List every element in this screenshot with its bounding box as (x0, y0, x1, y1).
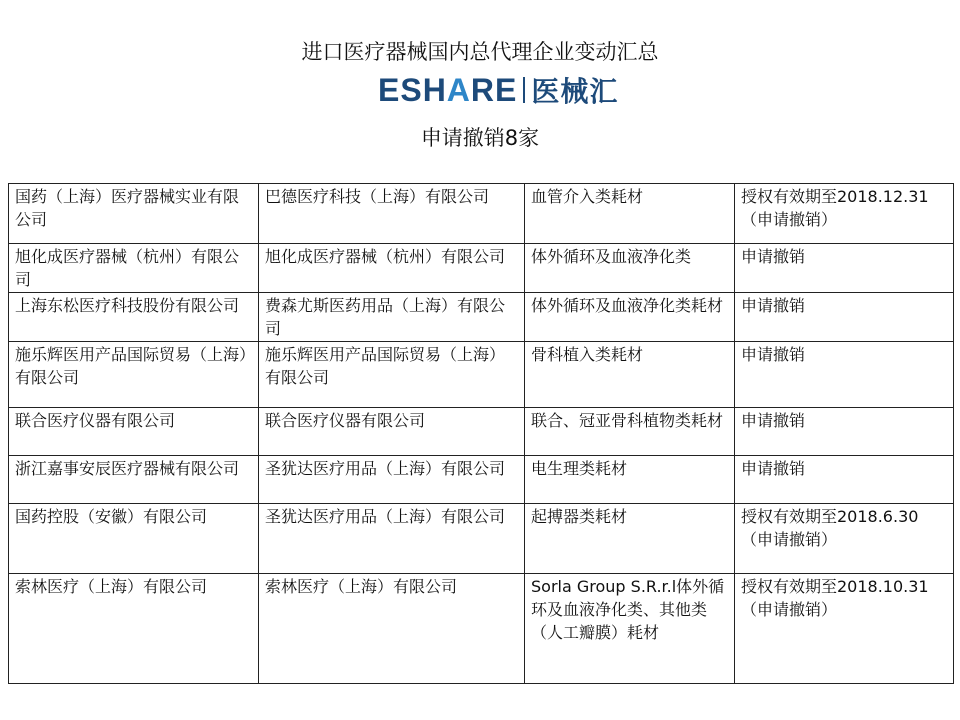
status-cell: 授权有效期至2018.6.30（申请撤销） (735, 504, 954, 574)
manufacturer-cell: 费森尤斯医药用品（上海）有限公司 (259, 293, 525, 342)
status-cell: 申请撤销 (735, 456, 954, 504)
product-category-cell: Sorla Group S.R.r.l体外循环及血液净化类、其他类（人工瓣膜）耗材 (525, 574, 735, 684)
product-category-cell: 起搏器类耗材 (525, 504, 735, 574)
table-row (9, 342, 954, 408)
manufacturer-cell: 旭化成医疗器械（杭州）有限公司 (259, 244, 525, 293)
product-category-cell: 体外循环及血液净化类 (525, 244, 735, 293)
logo-text-accent: A (446, 71, 471, 108)
agent-company-cell: 上海东松医疗科技股份有限公司 (9, 293, 259, 342)
agent-company-cell: 国药控股（安徽）有限公司 (9, 504, 259, 574)
status-cell: 申请撤销 (735, 408, 954, 456)
status-cell: 申请撤销 (735, 293, 954, 342)
product-category-cell: 联合、冠亚骨科植物类耗材 (525, 408, 735, 456)
status-cell: 申请撤销 (735, 342, 954, 408)
product-category-cell: 血管介入类耗材 (525, 184, 735, 244)
product-category-cell: 电生理类耗材 (525, 456, 735, 504)
logo-text-cn: 医械汇 (531, 76, 619, 107)
logo-divider (523, 77, 525, 103)
manufacturer-cell: 联合医疗仪器有限公司 (259, 408, 525, 456)
status-cell: 申请撤销 (735, 244, 954, 293)
logo-text: ESH (378, 71, 447, 108)
manufacturer-cell: 索林医疗（上海）有限公司 (259, 574, 525, 684)
product-category-cell: 体外循环及血液净化类耗材 (525, 293, 735, 342)
agent-company-cell: 旭化成医疗器械（杭州）有限公司 (9, 244, 259, 293)
status-cell: 授权有效期至2018.10.31（申请撤销） (735, 574, 954, 684)
logo-text-end: RE (470, 71, 518, 108)
subtitle: 申请撤销8家 (420, 126, 540, 150)
agency-change-table (8, 183, 954, 684)
manufacturer-cell: 巴德医疗科技（上海）有限公司 (259, 184, 525, 244)
agent-company-cell: 索林医疗（上海）有限公司 (9, 574, 259, 684)
status-cell: 授权有效期至2018.12.31（申请撤销） (735, 184, 954, 244)
eshare-logo (378, 72, 628, 108)
product-category-cell: 骨科植入类耗材 (525, 342, 735, 408)
agent-company-cell: 浙江嘉事安辰医疗器械有限公司 (9, 456, 259, 504)
table-row (9, 293, 954, 342)
table-row (9, 504, 954, 574)
manufacturer-cell: 圣犹达医疗用品（上海）有限公司 (259, 504, 525, 574)
table-row (9, 244, 954, 293)
manufacturer-cell: 圣犹达医疗用品（上海）有限公司 (259, 456, 525, 504)
table-row (9, 574, 954, 684)
agent-company-cell: 施乐辉医用产品国际贸易（上海）有限公司 (9, 342, 259, 408)
page-title: 进口医疗器械国内总代理企业变动汇总 (301, 40, 659, 64)
agent-company-cell: 国药（上海）医疗器械实业有限公司 (9, 184, 259, 244)
manufacturer-cell: 施乐辉医用产品国际贸易（上海）有限公司 (259, 342, 525, 408)
table-row (9, 408, 954, 456)
table-row (9, 456, 954, 504)
agent-company-cell: 联合医疗仪器有限公司 (9, 408, 259, 456)
table-row (9, 184, 954, 244)
